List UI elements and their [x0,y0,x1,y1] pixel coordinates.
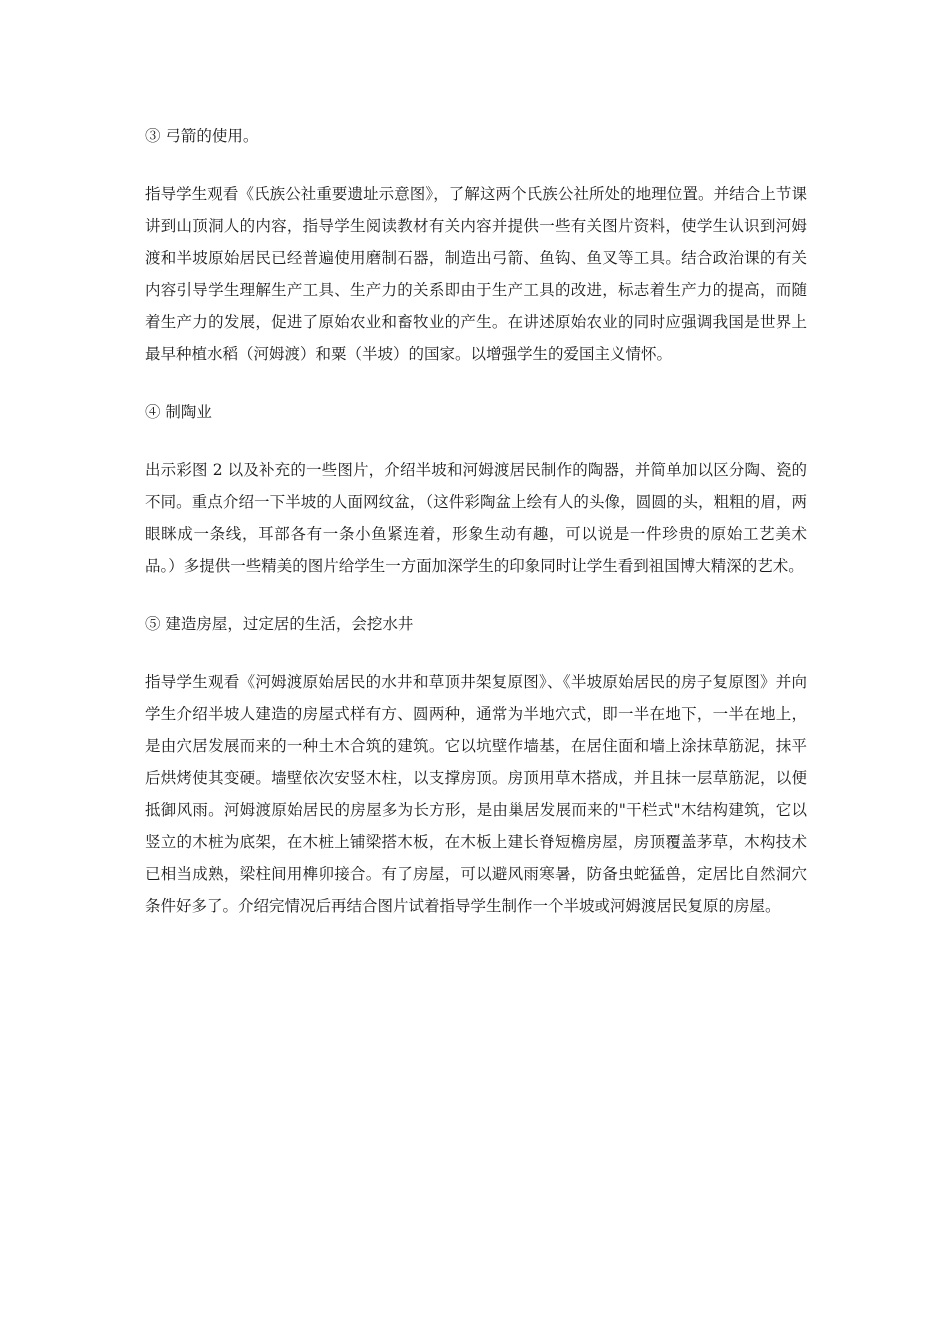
section-heading-housing: ⑤ 建造房屋，过定居的生活，会挖水井 [145,615,414,633]
document-body [145,120,807,948]
section-heading-pottery: ④ 制陶业 [145,403,212,421]
section-paragraph-housing: 指导学生观看《河姆渡原始居民的水井和草顶井架复原图》、《半坡原始居民的房子复原图》并向学生介绍半坡人建造的房屋式样有方、圆两种，通常为半地穴式，即一半在地下，一半在地上，是由穴居发展而来的一种土木合筑的建筑。它以坑壁作墙基，在居住面和墙上涂抹草筋泥，抹平后烘烤使其变硬。墙壁依次安竖木柱，以支撑房顶。房顶用草木搭成，并且抹一层草筋泥，以便抵御风雨。河姆渡原始居民的房屋多为长方形，是由巢居发展而来的"干栏式"木结构建筑，它以竖立的木桩为底架，在木桩上铺梁搭木板，在木板上建长脊短檐房屋，房顶覆盖茅草，木构技术已相当成熟，梁柱间用榫卯接合。有了房屋，可以避风雨寒暑，防备虫蛇猛兽，定居比自然洞穴条件好多了。介绍完情况后再结合图片试着指导学生制作一个半坡或河姆渡居民复原的房屋。 [145,673,807,915]
section-heading-bow-arrow: ③ 弓箭的使用。 [145,127,259,145]
section-paragraph-pottery: 出示彩图 2 以及补充的一些图片，介绍半坡和河姆渡居民制作的陶器，并简单加以区分陶、瓷的不同。重点介绍一下半坡的人面网纹盆，（这件彩陶盆上绘有人的头像，圆圆的头，粗粗的眉，两眼眯成一条线，耳部各有一条小鱼紧连着，形象生动有趣，可以说是一件珍贵的原始工艺美术品。）多提供一些精美的图片给学生一方面加深学生的印象同时让学生看到祖国博大精深的艺术。 [145,461,807,575]
section-paragraph-bow-arrow: 指导学生观看《氏族公社重要遗址示意图》，了解这两个氏族公社所处的地理位置。并结合上节课讲到山顶洞人的内容，指导学生阅读教材有关内容并提供一些有关图片资料，使学生认识到河姆渡和半坡原始居民已经普遍使用磨制石器，制造出弓箭、鱼钩、鱼叉等工具。结合政治课的有关内容引导学生理解生产工具、生产力的关系即由于生产工具的改进，标志着生产力的提高，而随着生产力的发展，促进了原始农业和畜牧业的产生。在讲述原始农业的同时应强调我国是世界上最早种植水稻（河姆渡）和粟（半坡）的国家。以增强学生的爱国主义情怀。 [145,185,807,363]
